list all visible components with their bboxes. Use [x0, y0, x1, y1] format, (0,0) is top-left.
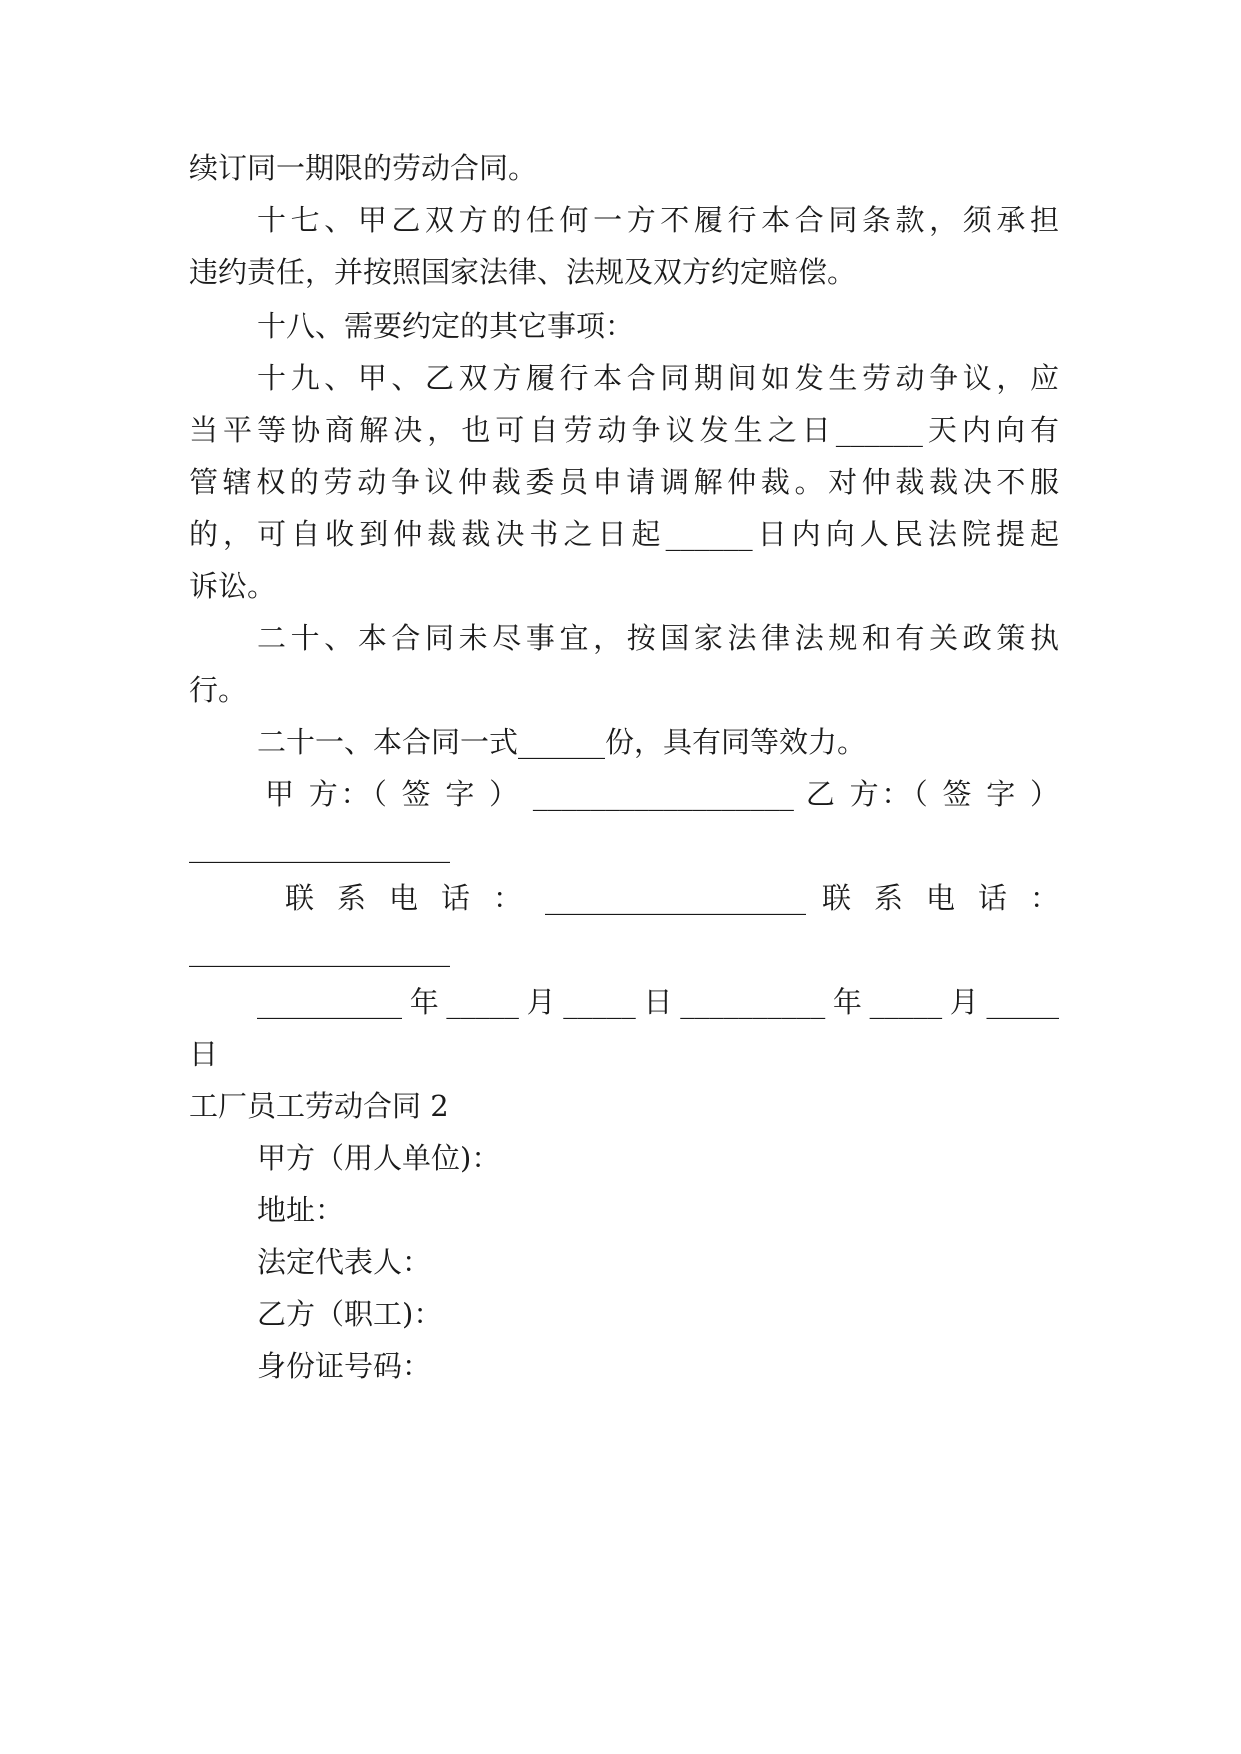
phone-blank: __________________	[189, 933, 450, 967]
id-number-label: 身份证号码：	[257, 1349, 432, 1383]
address-label: 地址：	[257, 1193, 345, 1227]
clause-18: 十八、需要约定的其它事项：	[257, 309, 635, 343]
clause-19-line-4: 的，可自收到仲裁裁决书之日起______日内向人民法院提起	[189, 517, 1059, 551]
clause-21: 二十一、本合同一式______份，具有同等效力。	[257, 725, 867, 759]
clause-17-line-1: 十七、甲乙双方的任何一方不履行本合同条款，须承担	[257, 203, 1059, 237]
phone-line: 联 系 电 话 ： __________________ 联 系 电 话 ：	[285, 881, 1059, 915]
clause-19-line-5: 诉讼。	[189, 569, 277, 603]
clause-19-line-2: 当平等协商解决，也可自劳动争议发生之日______天内向有	[189, 413, 1059, 447]
text-line: 续订同一期限的劳动合同。	[189, 151, 538, 185]
legal-rep-label: 法定代表人：	[257, 1245, 432, 1279]
contract-2-title: 工厂员工劳动合同 2	[189, 1089, 449, 1123]
party-a-label: 甲方（用人单位)：	[257, 1141, 501, 1175]
clause-19-line-1: 十九、甲、乙双方履行本合同期间如发生劳动争议，应	[257, 361, 1059, 395]
clause-17-line-2: 违约责任，并按照国家法律、法规及双方约定赔偿。	[189, 255, 857, 289]
signature-blank: __________________	[189, 829, 450, 863]
signature-line: 甲 方：（ 签 字 ） __________________ 乙 方：（ 签 字 ）	[265, 777, 1059, 811]
clause-19-line-3: 管辖权的劳动争议仲裁委员申请调解仲裁。对仲裁裁决不服	[189, 465, 1059, 499]
date-line: __________年_____月_____日__________年_____月_____	[257, 985, 1059, 1019]
clause-20-line-2: 行。	[189, 673, 248, 707]
date-line-end: 日	[189, 1037, 219, 1071]
party-b-label: 乙方（职工)：	[257, 1297, 443, 1331]
clause-20-line-1: 二十、本合同未尽事宜，按国家法律法规和有关政策执	[257, 621, 1059, 655]
